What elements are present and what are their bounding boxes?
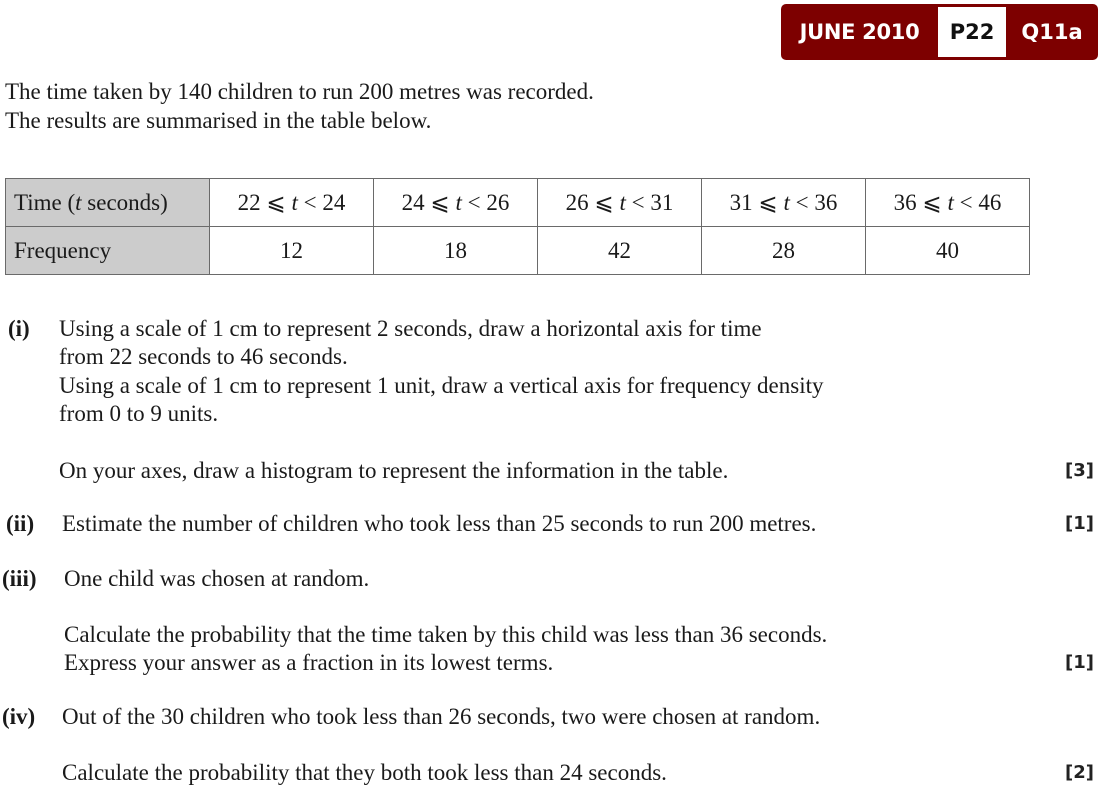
interval-variable: t <box>455 189 462 215</box>
question-iii-line: One child was chosen at random. <box>64 566 370 591</box>
question-i-line: from 22 seconds to 46 seconds. <box>59 344 348 369</box>
time-header <box>6 179 210 227</box>
interval-upper: < 24 <box>297 189 346 215</box>
interval-lower: 36 ⩽ <box>893 189 948 215</box>
question-iv-line: Out of the 30 children who took less than 26 seconds, two were chosen at random. <box>62 704 821 729</box>
question-i-line: Using a scale of 1 cm to represent 1 unit, draw a vertical axis for frequency density <box>59 373 824 398</box>
frequency-cell: 42 <box>538 227 702 275</box>
intro-line-1: The time taken by 140 children to run 200 metres was recorded. <box>5 79 594 104</box>
frequency-cell: 28 <box>702 227 866 275</box>
time-header-var: t <box>75 189 82 215</box>
question-iv-marks: [2] <box>1065 762 1094 783</box>
frequency-table <box>5 178 1030 275</box>
question-ii-line: Estimate the number of children who took less than 25 seconds to run 200 metres. <box>62 511 817 536</box>
frequency-row <box>6 227 1030 275</box>
interval-cell <box>210 179 374 227</box>
interval-lower: 31 ⩽ <box>729 189 784 215</box>
interval-lower: 22 ⩽ <box>237 189 292 215</box>
frequency-header: Frequency <box>6 227 210 275</box>
question-iii-label: (iii) <box>2 566 37 591</box>
interval-upper: < 26 <box>461 189 510 215</box>
interval-variable: t <box>947 189 954 215</box>
interval-lower: 24 ⩽ <box>401 189 456 215</box>
question-i-marks: [3] <box>1065 460 1094 481</box>
question-ii-label: (ii) <box>6 511 35 536</box>
exam-date: JUNE 2010 <box>799 20 920 44</box>
intro-line-2: The results are summarised in the table below. <box>5 108 432 133</box>
paper-number: P22 <box>938 7 1006 57</box>
question-i-line: Using a scale of 1 cm to represent 2 seconds, draw a horizontal axis for time <box>59 316 762 341</box>
interval-cell <box>866 179 1030 227</box>
frequency-cell: 40 <box>866 227 1030 275</box>
interval-variable: t <box>291 189 298 215</box>
question-i-line: On your axes, draw a histogram to represent the information in the table. <box>59 458 729 483</box>
question-i-line: from 0 to 9 units. <box>59 401 219 426</box>
question-iv-line: Calculate the probability that they both took less than 24 seconds. <box>62 760 667 785</box>
exam-reference-badge <box>781 4 1098 60</box>
time-header-suffix: seconds) <box>81 189 168 215</box>
interval-upper: < 36 <box>789 189 838 215</box>
interval-upper: < 31 <box>625 189 674 215</box>
question-i-label: (i) <box>8 316 30 341</box>
interval-variable: t <box>619 189 626 215</box>
interval-cell <box>374 179 538 227</box>
interval-lower: 26 ⩽ <box>565 189 620 215</box>
frequency-cell: 18 <box>374 227 538 275</box>
interval-variable: t <box>783 189 790 215</box>
frequency-cell: 12 <box>210 227 374 275</box>
interval-cell <box>702 179 866 227</box>
question-iv-label: (iv) <box>2 704 36 729</box>
interval-upper: < 46 <box>953 189 1002 215</box>
time-row <box>6 179 1030 227</box>
time-header-prefix: Time ( <box>14 189 76 215</box>
interval-cell <box>538 179 702 227</box>
question-iii-line: Express your answer as a fraction in its lowest terms. <box>64 650 554 675</box>
question-number: Q11a <box>1021 20 1083 44</box>
question-iii-marks: [1] <box>1065 652 1094 673</box>
question-ii-marks: [1] <box>1065 513 1094 534</box>
question-iii-line: Calculate the probability that the time taken by this child was less than 36 seconds. <box>64 622 828 647</box>
